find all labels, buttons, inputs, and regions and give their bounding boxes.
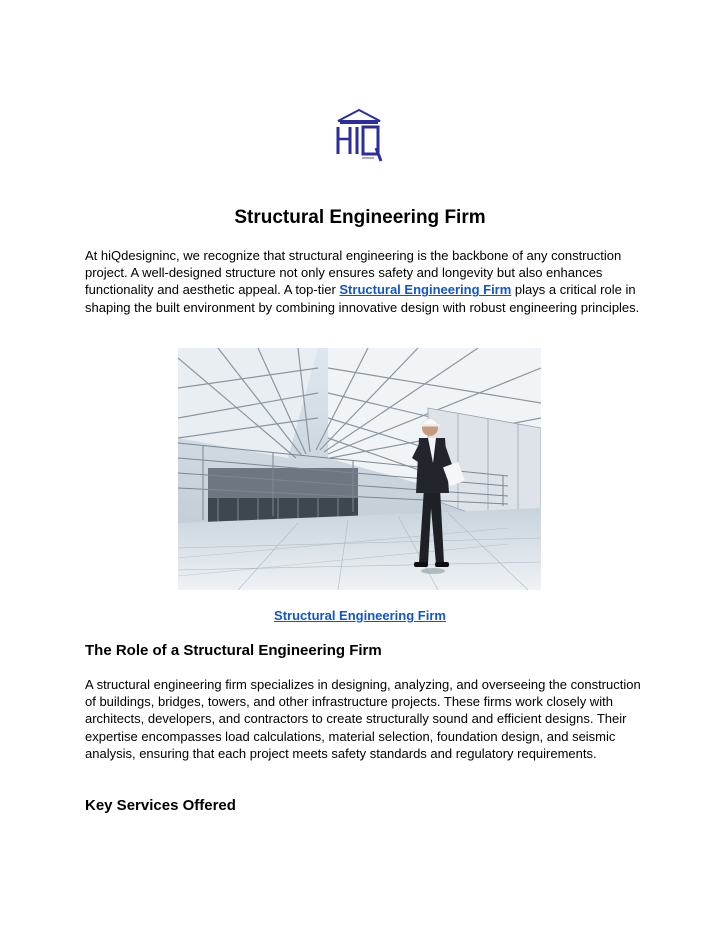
page-title: Structural Engineering Firm [234, 207, 486, 228]
section-role-paragraph: A structural engineering firm specializes in designing, analyzing, and overseeing the construction of buildings, bridges, towers, and other infrastructure projects. These firms work closely with architects, developers, and contractors to create structurally sound and efficient designs. Their expertise encompasses load calculations, material selection, foundation design, and seismic analysis, ensuring that each project meets safety standards and regulatory requirements. [85, 677, 641, 761]
section-heading-services: Key Services Offered [85, 797, 236, 814]
intro-text-after: plays a critical role in shaping the built environment by combining innovative design with robust engineering principles. [85, 282, 640, 315]
image-caption [0, 607, 720, 624]
intro-paragraph [85, 247, 645, 316]
intro-text-before: At hiQdesigninc, we recognize that structural engineering is the backbone of any construction project. A well-designed structure not only ensures safety and longevity but also enhances functionality and aesthetic appeal. A top-tier [85, 248, 622, 298]
section-heading-role: The Role of a Structural Engineering Firm [85, 642, 382, 659]
hiq-logo [332, 108, 386, 164]
structural-engineering-firm-link[interactable]: Structural Engineering Firm [339, 282, 512, 298]
caption-link[interactable]: Structural Engineering Firm [274, 608, 446, 623]
man-in-glass-atrium-photo [178, 348, 541, 590]
